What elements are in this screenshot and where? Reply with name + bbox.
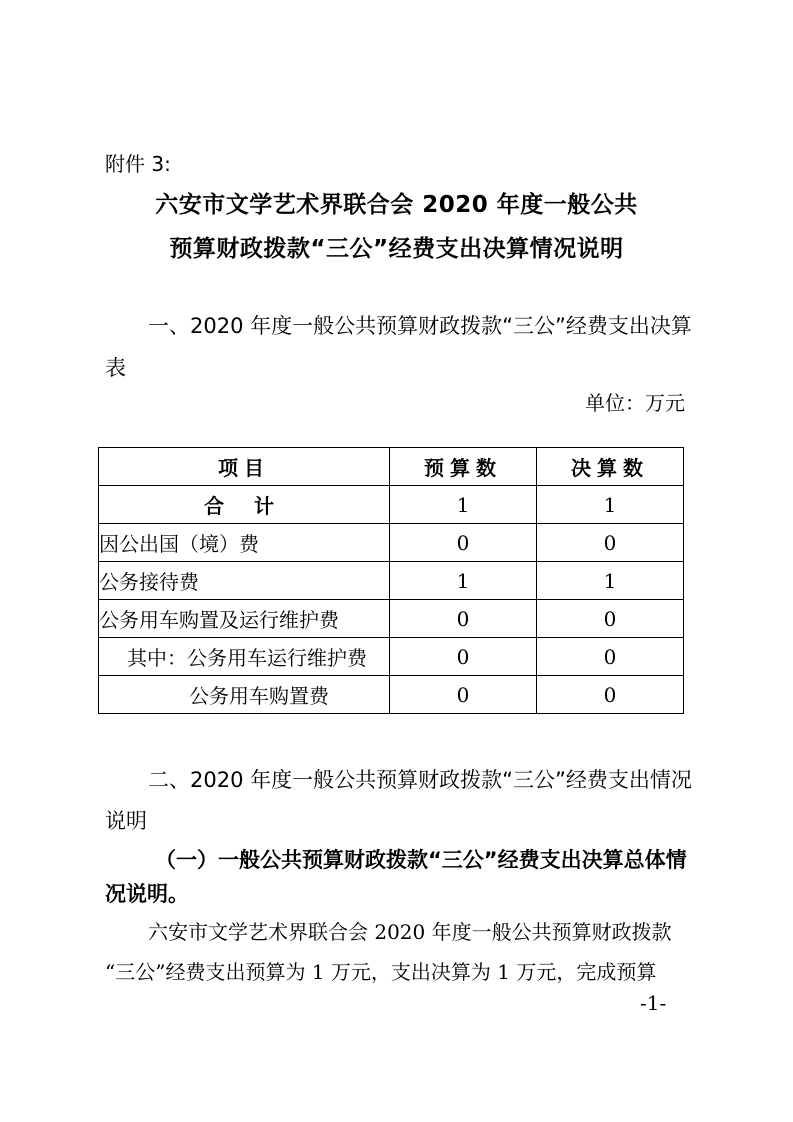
row-final-value: 0	[537, 524, 684, 562]
table-row	[99, 638, 684, 676]
section1-heading-line1: 一、2020 年度一般公共预算财政拨款“三公”经费支出决算	[148, 314, 692, 338]
section2-heading-line2: 说明	[105, 809, 147, 833]
header-item: 项目	[99, 448, 390, 486]
row-final-value: 0	[537, 600, 684, 638]
row-budget-value: 0	[390, 600, 537, 638]
header-final: 决算数	[537, 448, 684, 486]
row-final-value: 0	[537, 638, 684, 676]
subsection1-heading-line1: （一）一般公共预算财政拨款“三公”经费支出决算总体情	[155, 848, 687, 872]
row-budget-value: 0	[390, 638, 537, 676]
row-budget-value: 1	[390, 562, 537, 600]
row-item-label: 因公出国（境）费	[99, 524, 390, 562]
row-item-label: 公务用车购置费	[99, 676, 390, 714]
row-budget-value: 0	[390, 676, 537, 714]
table-row	[99, 562, 684, 600]
row-final-value: 1	[537, 486, 684, 524]
row-final-value: 1	[537, 562, 684, 600]
table-row	[99, 524, 684, 562]
row-final-value: 0	[537, 676, 684, 714]
budget-table	[98, 447, 684, 714]
section2-heading-line1: 二、2020 年度一般公共预算财政拨款“三公”经费支出情况	[148, 768, 692, 792]
document-title-line1: 六安市文学艺术界联合会 2020 年度一般公共	[155, 192, 638, 218]
section1-heading-line2: 表	[105, 356, 126, 380]
page-number: -1-	[640, 991, 667, 1015]
row-item-label: 公务接待费	[99, 562, 390, 600]
table-row	[99, 600, 684, 638]
header-budget: 预算数	[390, 448, 537, 486]
table-row	[99, 486, 684, 524]
table-header-row	[99, 448, 684, 486]
row-budget-value: 1	[390, 486, 537, 524]
row-item-label: 合计	[99, 486, 390, 524]
body-paragraph-line2: “三公”经费支出预算为 1 万元，支出决算为 1 万元，完成预算	[105, 960, 657, 984]
subsection1-heading-line2: 况说明。	[105, 882, 189, 906]
row-item-label: 公务用车购置及运行维护费	[99, 600, 390, 638]
attachment-label: 附件 3:	[105, 152, 171, 176]
document-title-line2: 预算财政拨款“三公”经费支出决算情况说明	[169, 236, 624, 262]
row-item-label: 其中：公务用车运行维护费	[99, 638, 390, 676]
row-budget-value: 0	[390, 524, 537, 562]
table-row	[99, 676, 684, 714]
body-paragraph-line1: 六安市文学艺术界联合会 2020 年度一般公共预算财政拨款	[148, 920, 672, 944]
unit-label: 单位：万元	[585, 391, 685, 415]
